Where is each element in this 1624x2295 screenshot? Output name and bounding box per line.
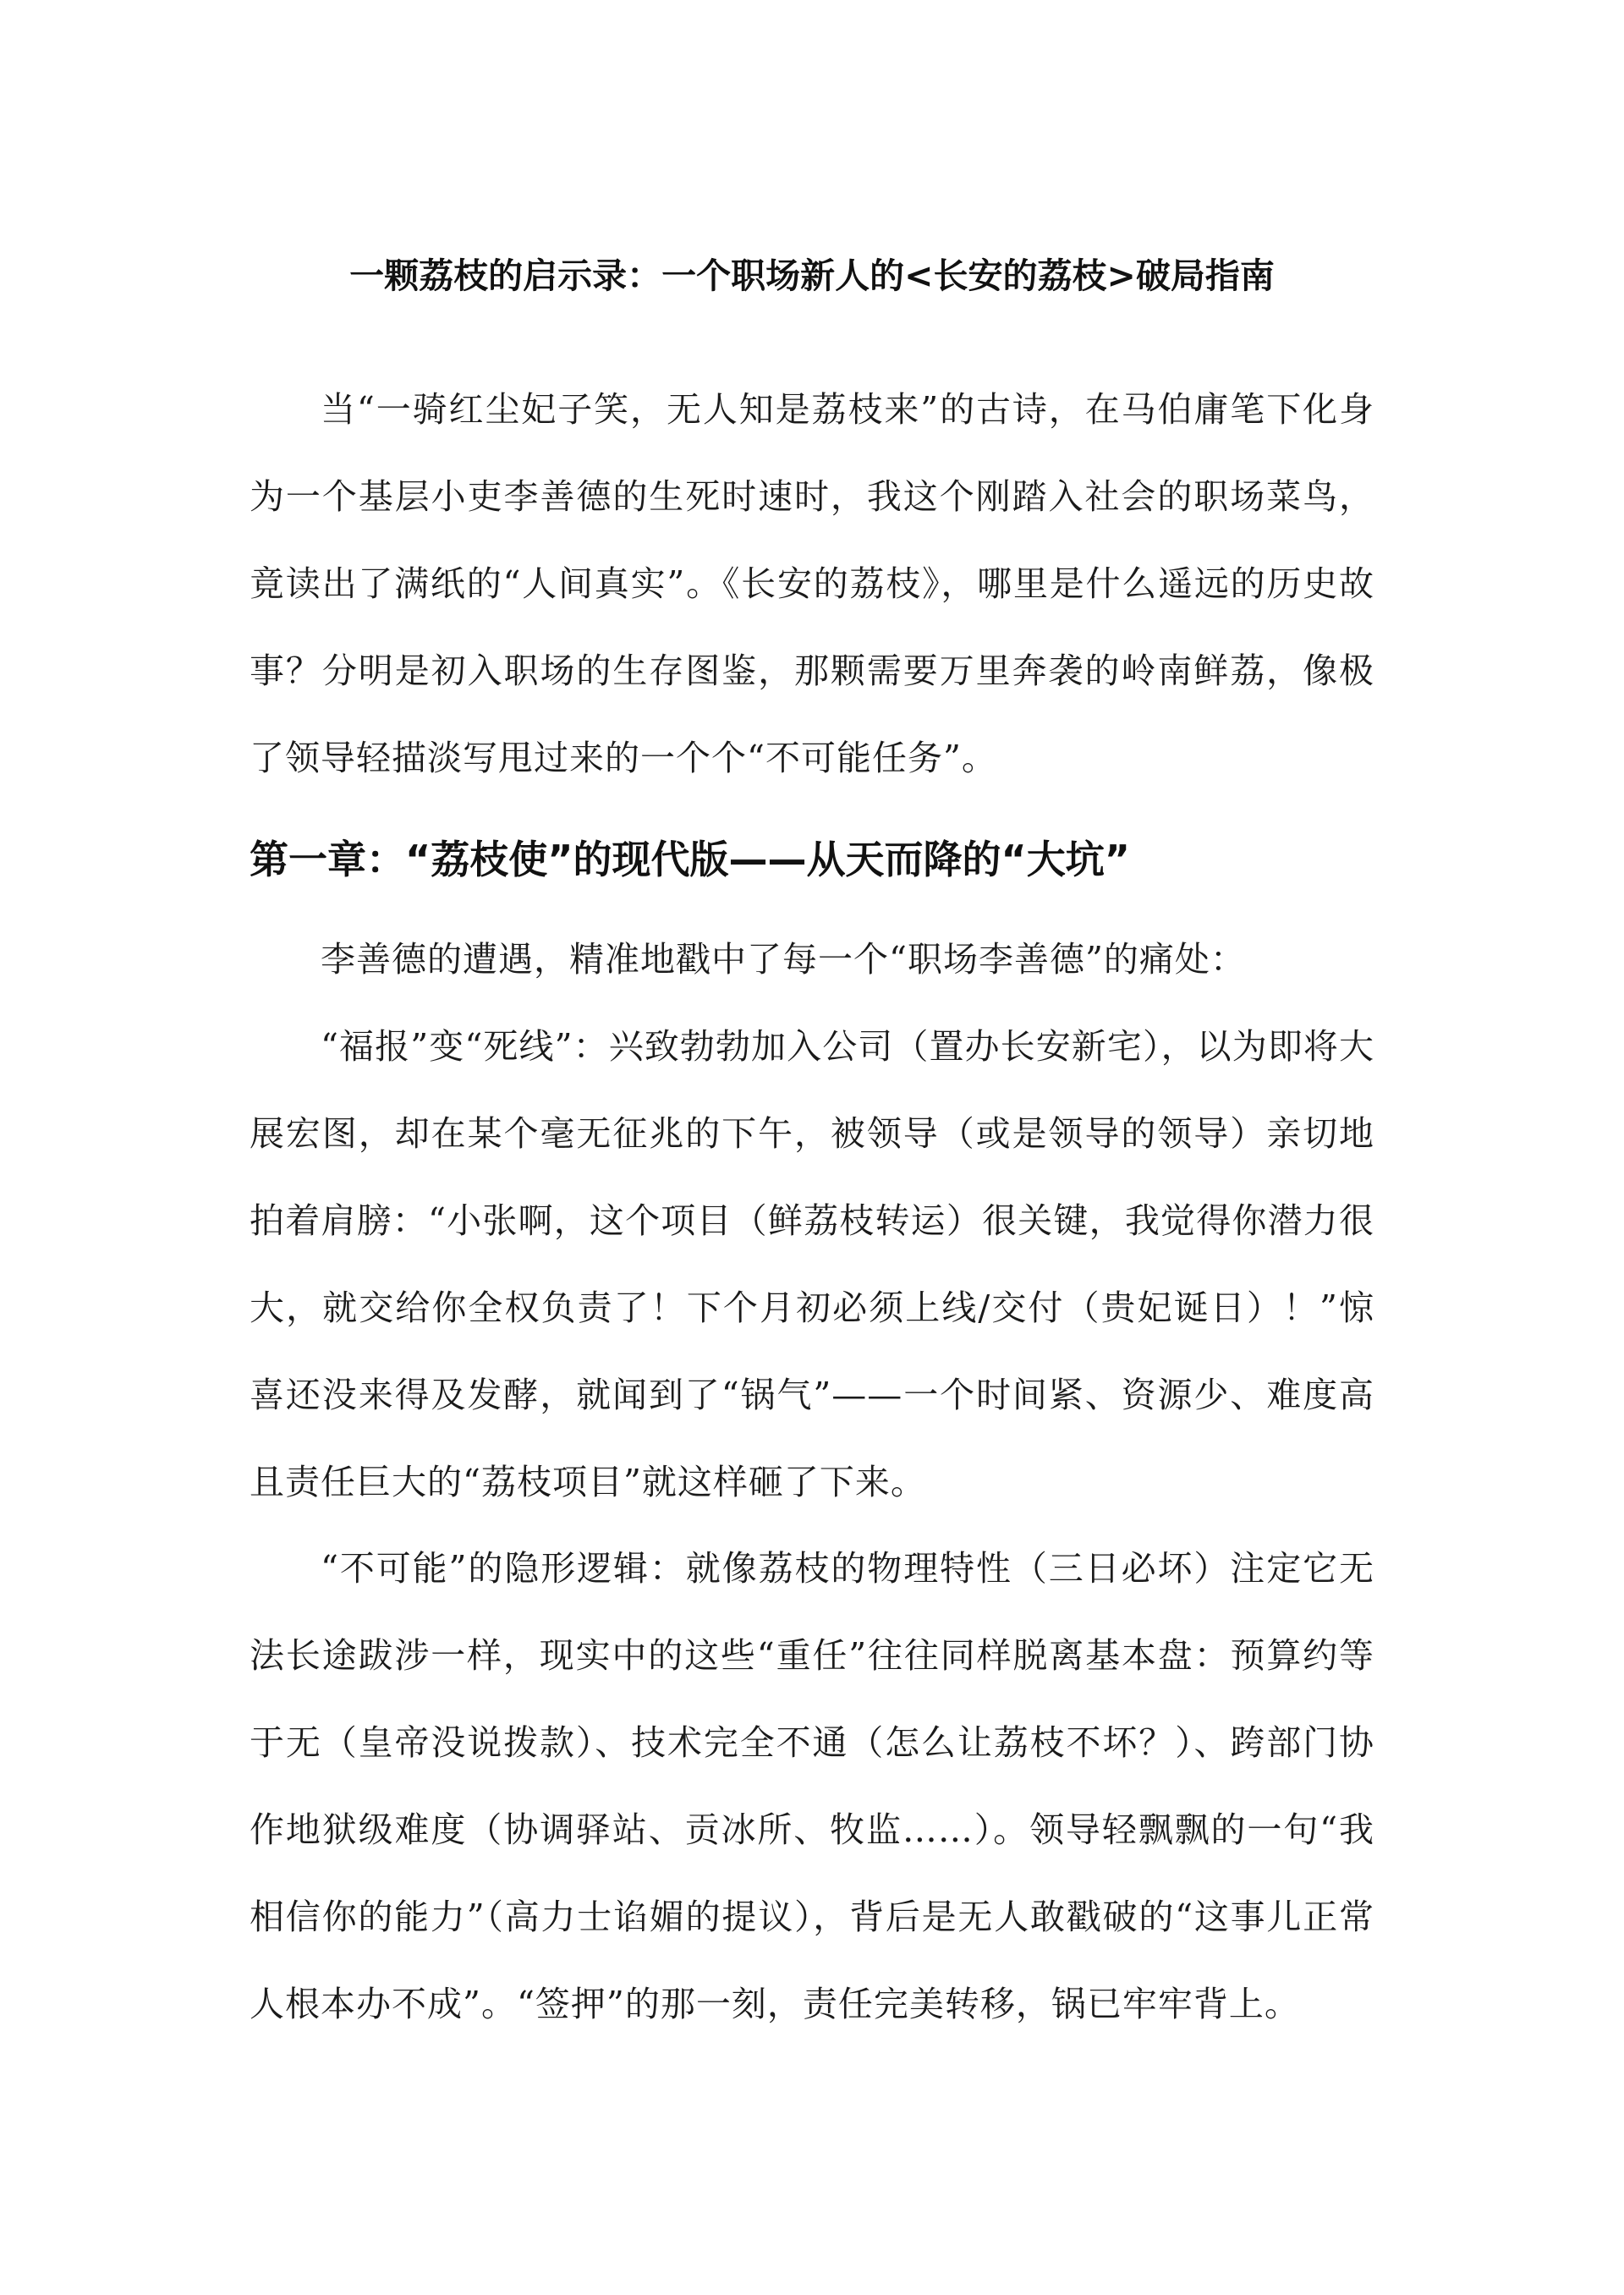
intro-paragraph: 当“一骑红尘妃子笑，无人知是荔枝来”的古诗，在马伯庸笔下化身为一个基层小吏李善德的生死时速时，我这个刚踏入社会的职场菜鸟，竟读出了满纸的“人间真实”。《长安的荔枝》，哪里是什么遥远的历史故事？分明是初入职场的生存图鉴，那颗需要万里奔袭的岭南鲜荔，像极了领导轻描淡写甩过来的一个个“不可能任务”。 xyxy=(250,389,1374,778)
chapter-1-paragraph-impossible-logic: “不可能”的隐形逻辑：就像荔枝的物理特性（三日必坏）注定它无法长途跋涉一样，现实中的这些“重任”往往同样脱离基本盘：预算约等于无（皇帝没说拨款）、技术完全不通（怎么让荔枝不坏？）、跨部门协作地狱级难度（协调驿站、贡冰所、牧监……）。领导轻飘飘的一句“我相信你的能力”（高力士谄媚的提议），背后是无人敢戳破的“这事儿正常人根本办不成”。“签押”的那一刻，责任完美转移，锅已牢牢背上。 xyxy=(250,1548,1374,2024)
chapter-1-heading: 第一章：“荔枝使”的现代版——从天而降的“大坑” xyxy=(250,837,1130,882)
chapter-1-lead-paragraph: 李善德的遭遇，精准地戳中了每一个“职场李善德”的痛处： xyxy=(321,939,1246,980)
chapter-1-paragraph-deadline: “福报”变“死线”：兴致勃勃加入公司（置办长安新宅），以为即将大展宏图，却在某个毫无征兆的下午，被领导（或是领导的领导）亲切地拍着肩膀：“小张啊，这个项目（鲜荔枝转运）很关键，我觉得你潜力很大，就交给你全权负责了！下个月初必须上线/交付（贵妃诞日）！”惊喜还没来得及发酵，就闻到了“锅气”——一个时间紧、资源少、难度高且责任巨大的“荔枝项目”就这样砸了下来。 xyxy=(250,1026,1374,1502)
document-title: 一颗荔枝的启示录：一个职场新人的<长安的荔枝>破局指南 xyxy=(349,255,1275,296)
